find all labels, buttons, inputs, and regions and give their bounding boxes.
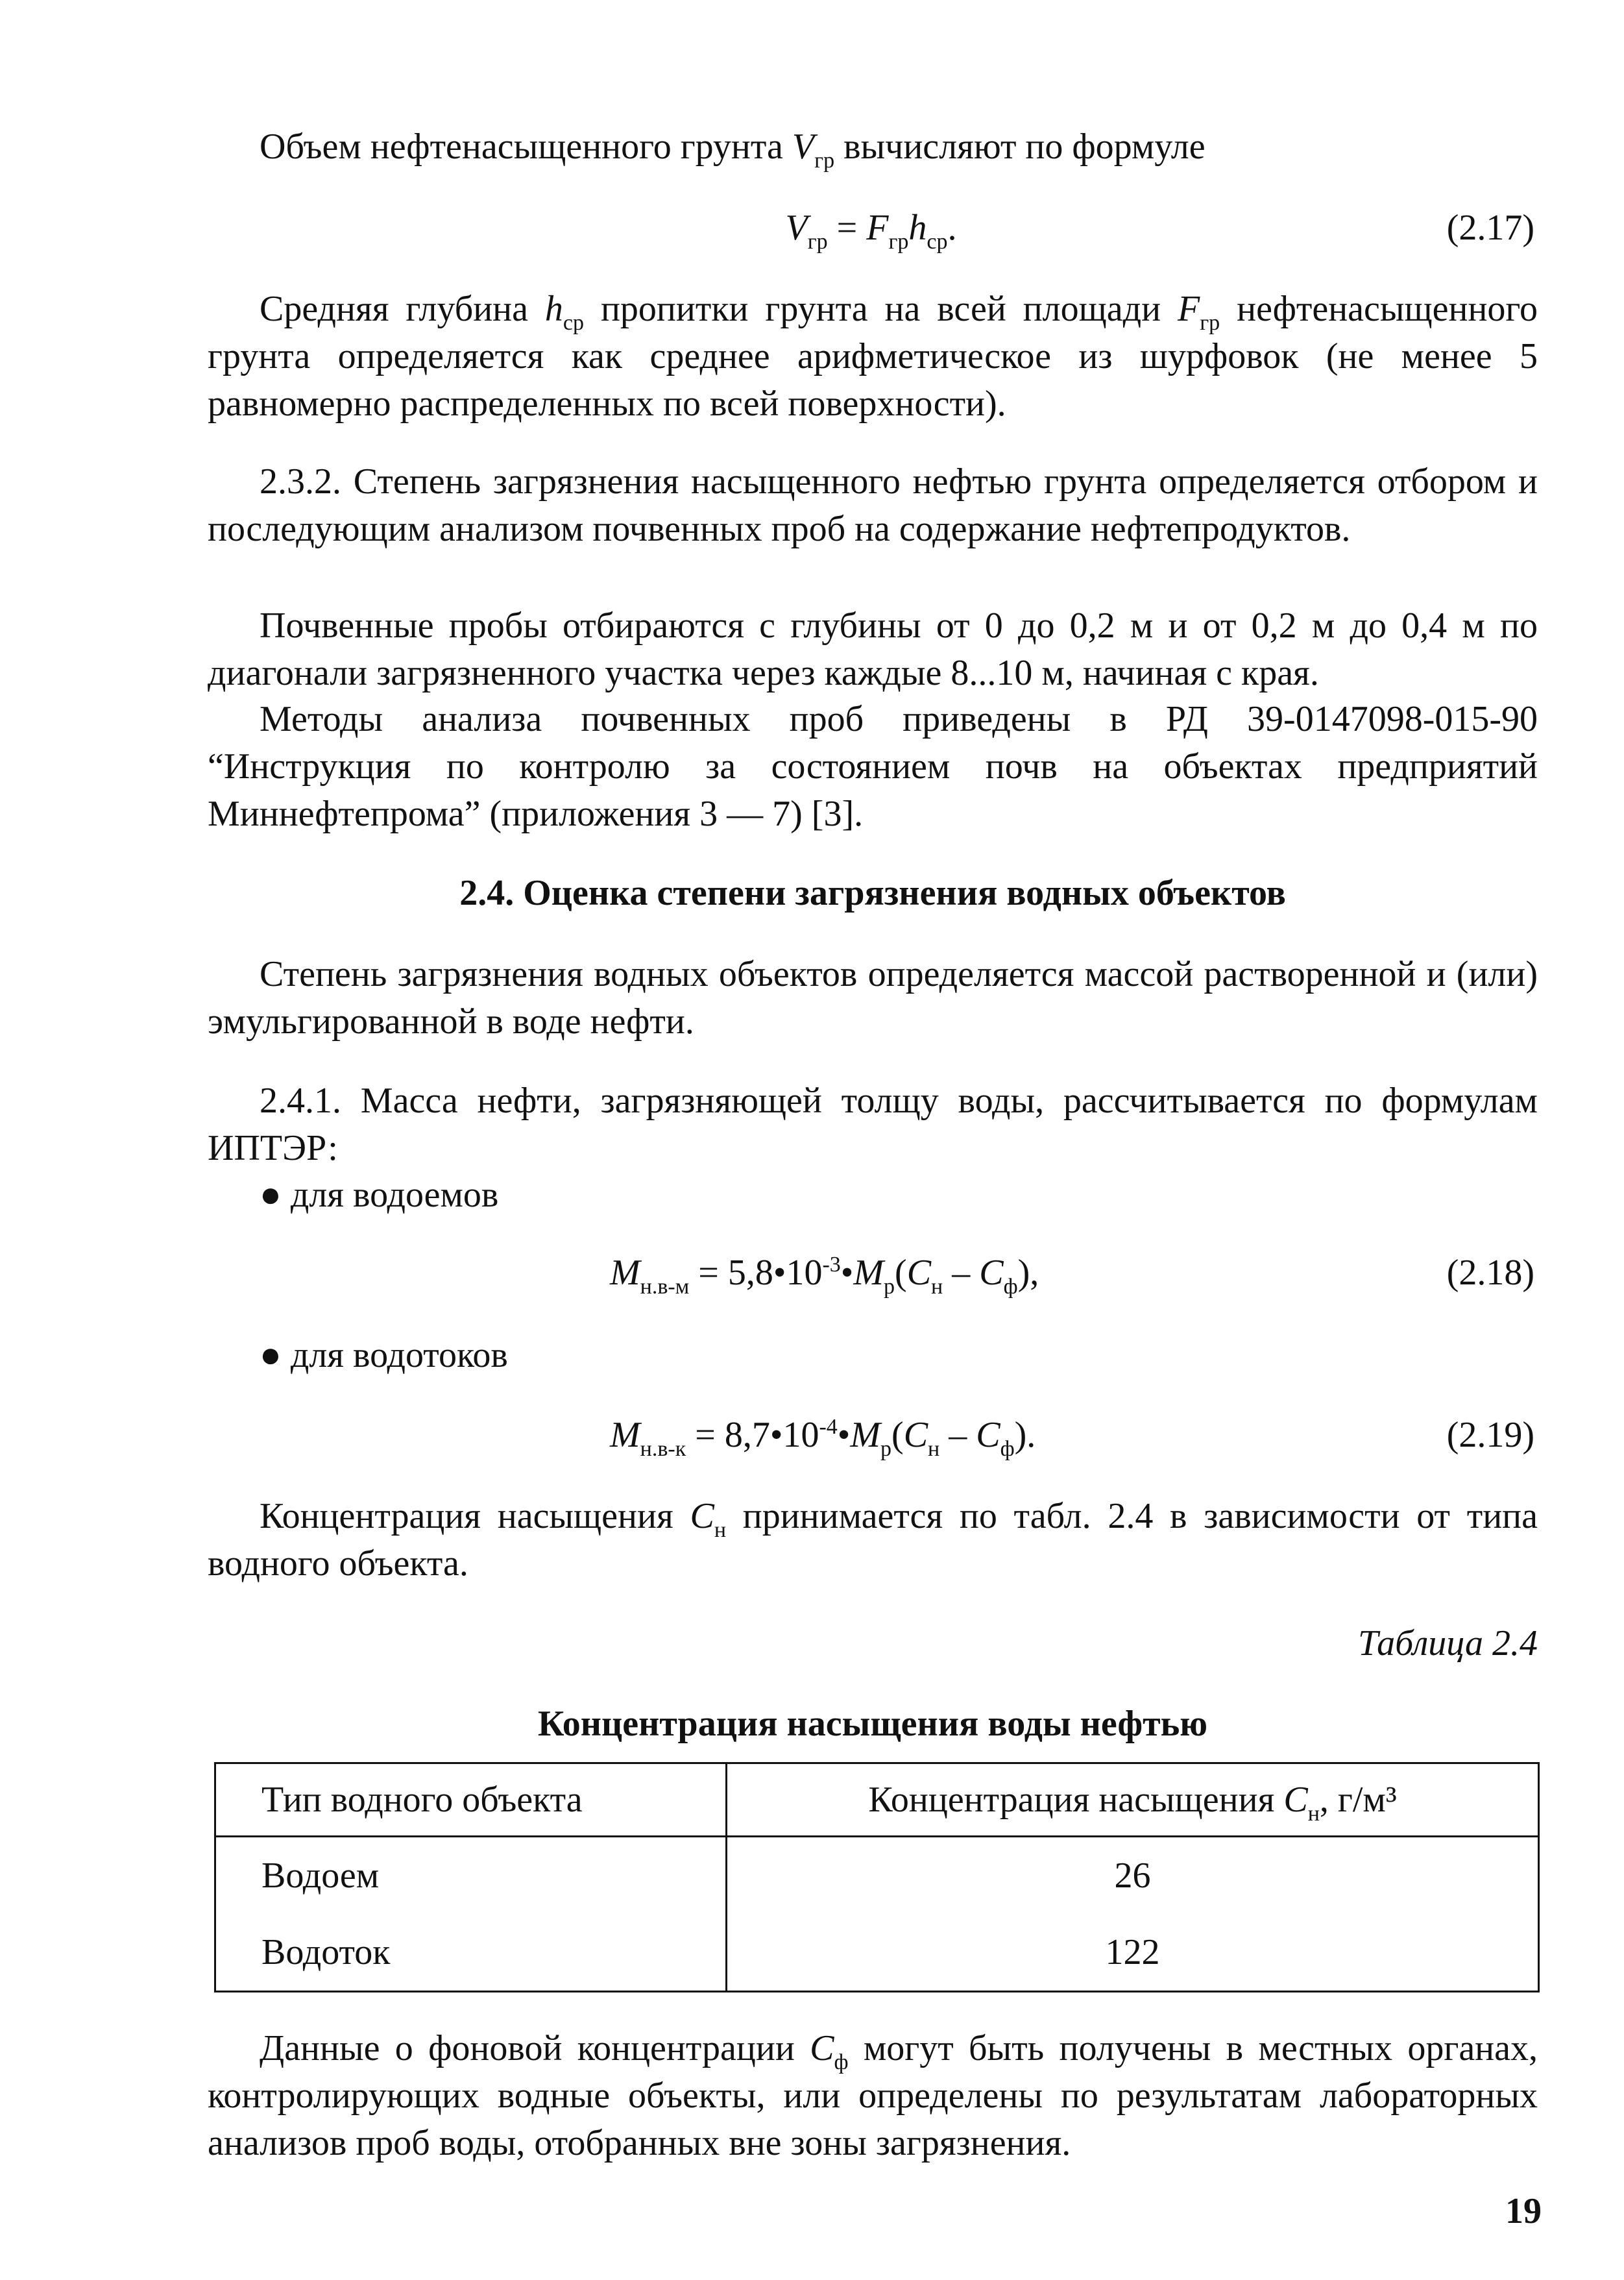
page-number: 19 xyxy=(1505,2191,1542,2231)
paragraph-analysis-methods: Методы анализа почвенных проб приведены в РД 39-0147098-015-90 “Инструкция по контролю за состоянием почв на объектах предприятий Миннефтепрома” (приложения 3 — 7) [3]. xyxy=(208,699,1538,834)
saturation-table xyxy=(214,1762,1540,1992)
formula-2-17: $V_{гр} = F_{гр}h_{ср}$. (2.17) xyxy=(208,204,1534,252)
section-heading-2-4: 2.4. Оценка степени загрязнения водных объектов xyxy=(459,873,1286,913)
paragraph-soil-samples: Почвенные пробы отбираются с глубины от 0 до 0,2 м и от 0,2 м до 0,4 м по диагонали загрязненного участка через каждые 8...10 м, начиная с края. xyxy=(208,606,1538,693)
paragraph-2-4-1: 2.4.1. Масса нефти, загрязняющей толщу воды, рассчитывается по формулам ИПТЭР: xyxy=(208,1081,1538,1168)
paragraph-water-pollution: Степень загрязнения водных объектов определяется массой растворенной и (или) эмульгированной в воде нефти. xyxy=(208,954,1538,1042)
formula-2-19: $M_{н.в-к}$ = $8,7•10^{-4}•M_р(C_н - C_ф)$. (2.19) xyxy=(208,1412,1534,1459)
paragraph-average-depth: Средняя глубина $h_{ср}$ пропитки грунта на всей площади $F_{гр}$ нефтенасыщенного грунта определяется как среднее арифметическое из шурфовок (не менее 5 равномерно распределенных по всей поверхности). xyxy=(208,289,1538,424)
bullet-watercourses: ● для водотоков xyxy=(260,1335,508,1375)
cell-value: 26 xyxy=(727,1837,1539,1915)
table-title: Концентрация насыщения воды нефтью xyxy=(537,1704,1208,1744)
cell-type: Водоток xyxy=(215,1914,727,1992)
table-row xyxy=(215,1837,1539,1915)
table-row xyxy=(215,1914,1539,1992)
paragraph-background-concentration: Данные о фоновой концентрации $C_ф$ могут быть получены в местных органах, контролирующих водные объекты, или определены по результатам лабораторных анализов проб воды, отобранных вне зоны загрязнения. xyxy=(208,2028,1538,2163)
equation-number: (2.17) xyxy=(1446,208,1534,248)
table-label: Таблица 2.4 xyxy=(1358,1623,1538,1663)
formula-2-18: $M_{н.в-м}$ = $5,8•10^{-3}•M_р(C_н - C_ф)$, (2.18) xyxy=(208,1249,1534,1297)
equation-number: (2.19) xyxy=(1446,1415,1534,1455)
paragraph-saturation: Концентрация насыщения $C_н$ принимается по табл. 2.4 в зависимости от типа водного объекта. xyxy=(208,1496,1538,1584)
table-header-row xyxy=(215,1763,1539,1837)
header-concentration: Концентрация насыщения $C_н$, г/м³ xyxy=(727,1763,1539,1837)
cell-value: 122 xyxy=(727,1914,1539,1992)
header-water-body-type: Тип водного объекта xyxy=(215,1763,727,1837)
equation-number: (2.18) xyxy=(1446,1253,1534,1293)
bullet-reservoirs: ● для водоемов xyxy=(260,1175,499,1215)
paragraph-2-3-2: 2.3.2. Степень загрязнения насыщенного нефтью грунта определяется отбором и последующим анализом почвенных проб на содержание нефтепродуктов. xyxy=(208,461,1538,549)
paragraph-volume-intro: Объем нефтенасыщенного грунта $V_{гр}$ вычисляют по формуле xyxy=(260,127,1206,173)
cell-type: Водоем xyxy=(215,1837,727,1915)
